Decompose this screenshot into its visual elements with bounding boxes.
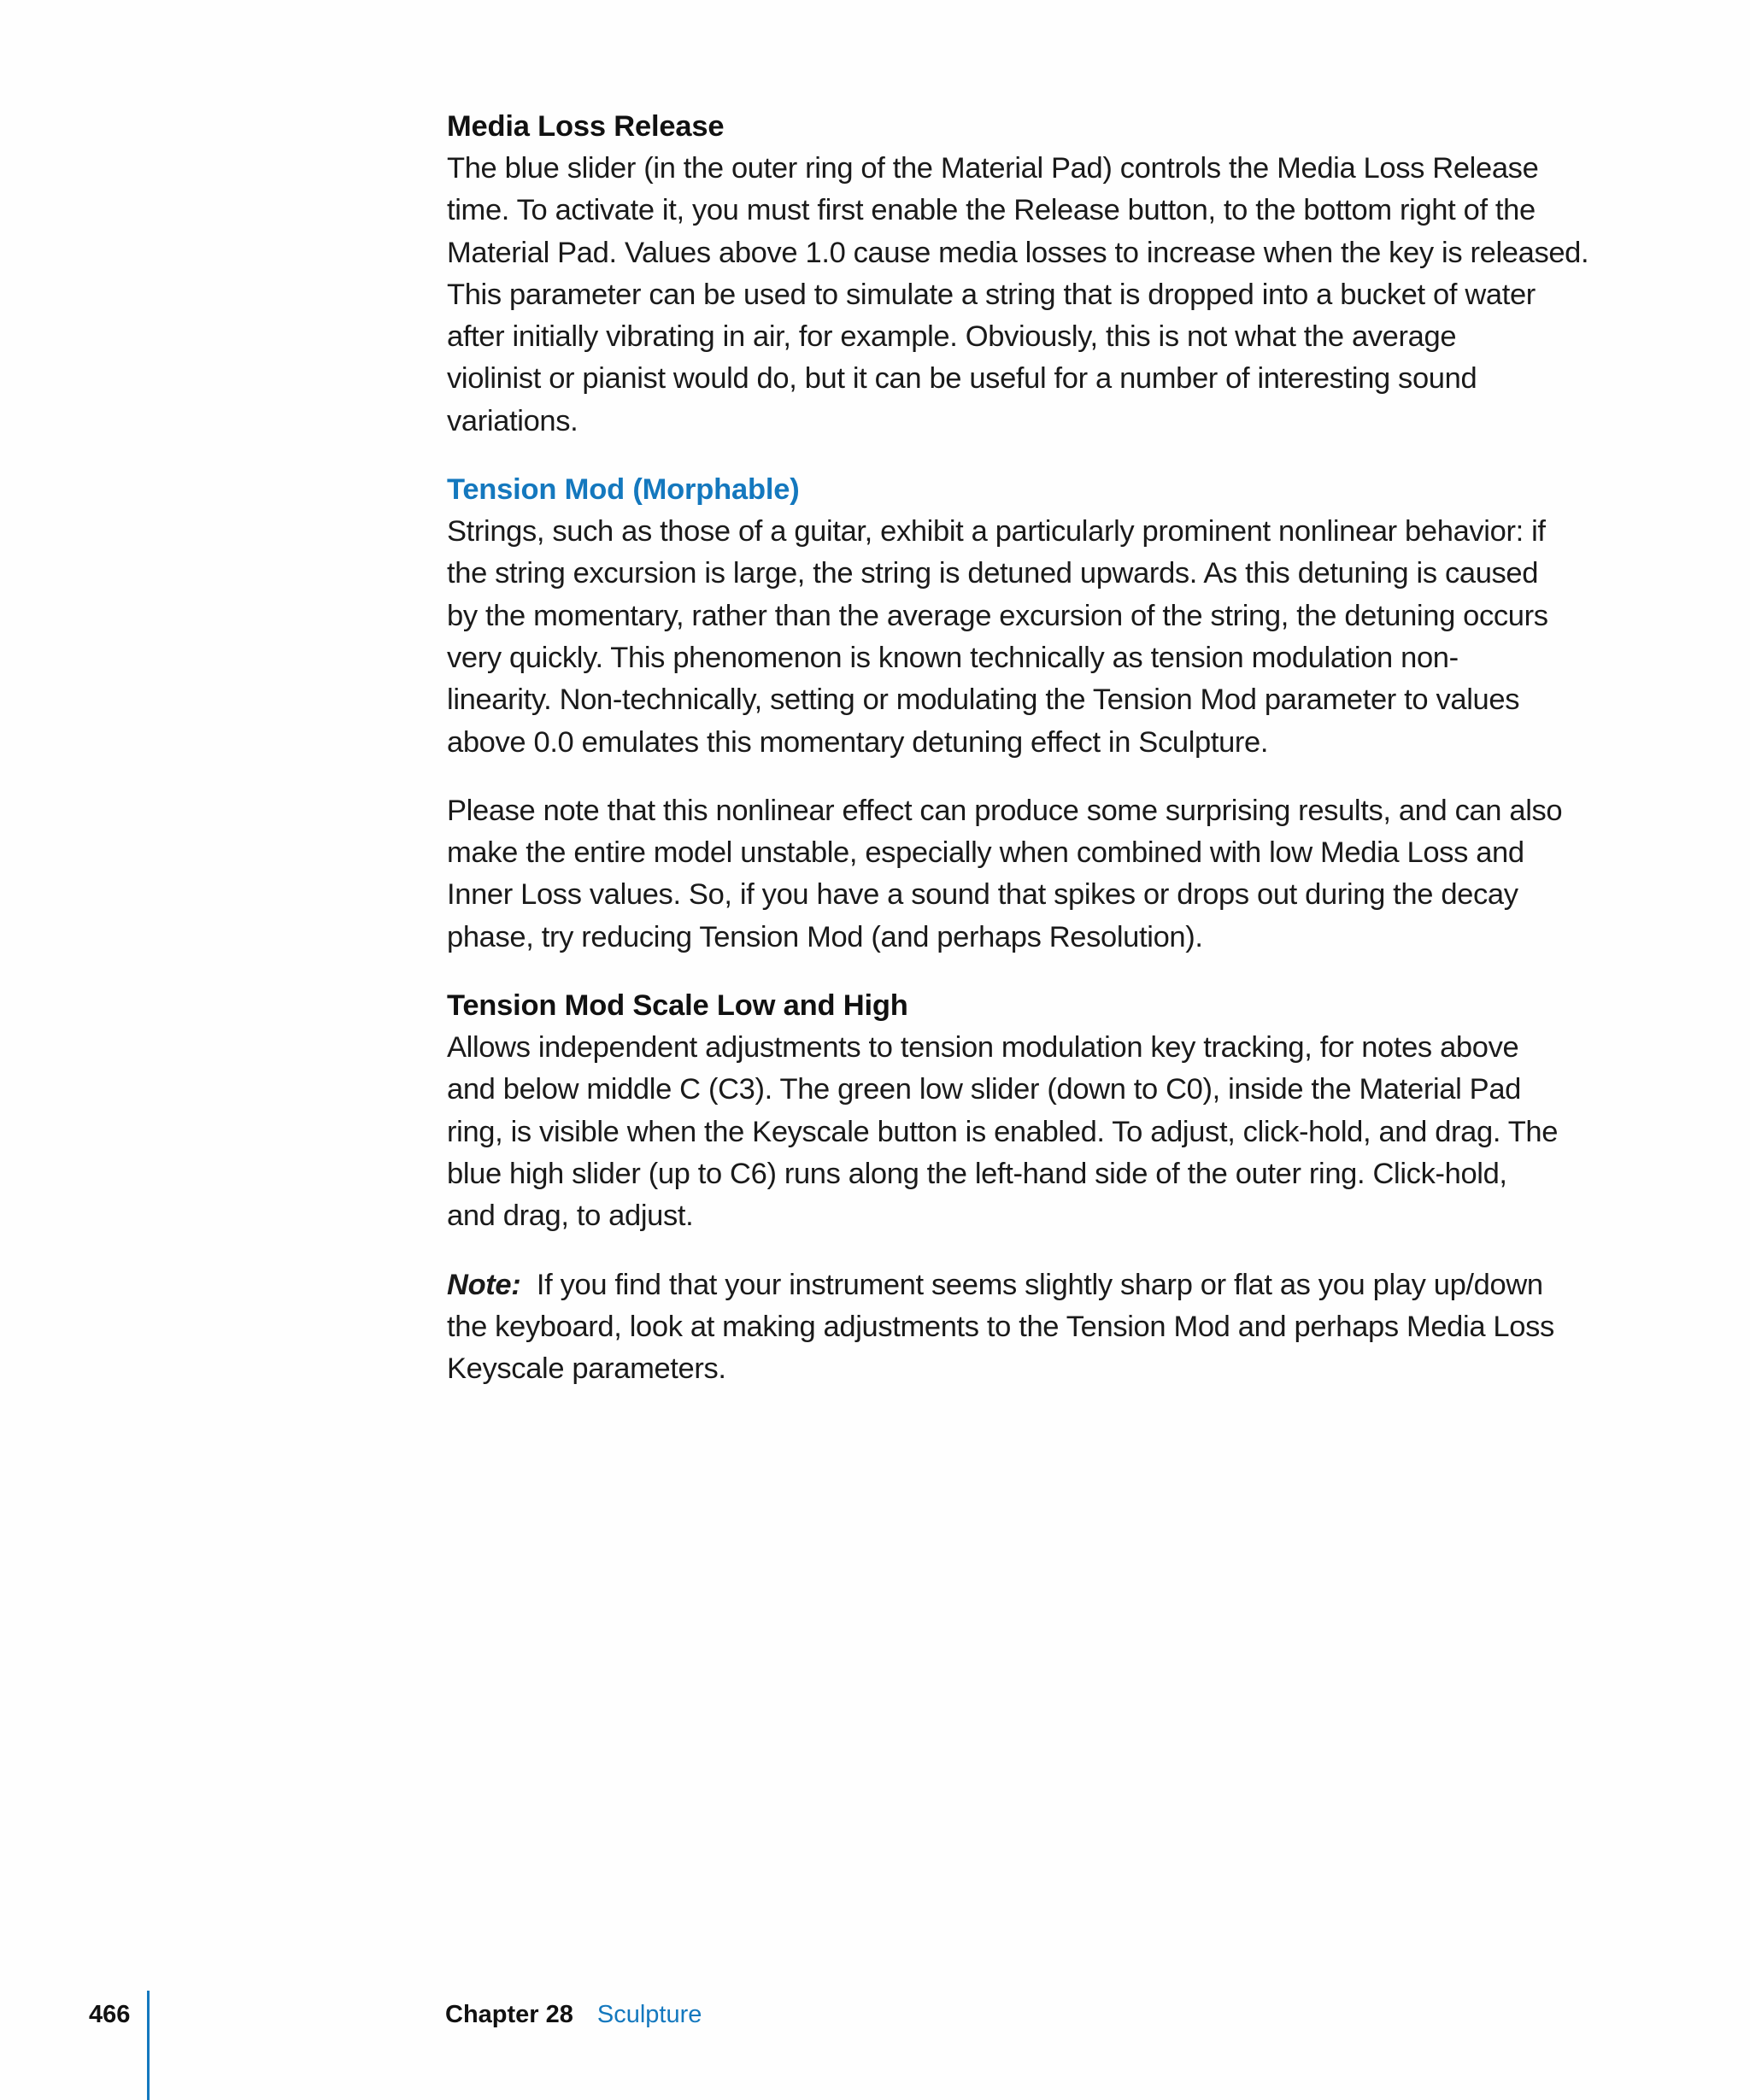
chapter-title-link[interactable]: Sculpture <box>596 2001 702 2028</box>
paragraph-line: Material Pad. Values above 1.0 cause media losses to increase when the key is released. <box>447 236 1589 269</box>
section-heading-media-loss-release: Media Loss Release <box>447 110 725 143</box>
paragraph-line: Strings, such as those of a guitar, exhibit a particularly prominent nonlinear behavior: if <box>447 515 1546 548</box>
paragraph <box>447 511 1609 764</box>
paragraph-line: very quickly. This phenomenon is known technically as tension modulation non- <box>447 641 1459 674</box>
paragraph-line: Inner Loss values. So, if you have a sound that spikes or drops out during the decay <box>447 878 1518 912</box>
paragraph-line: time. To activate it, you must first enable the Release button, to the bottom right of the <box>447 194 1536 227</box>
footer-chapter <box>445 1997 702 2032</box>
footer-divider <box>147 1991 150 2100</box>
paragraph <box>447 790 1609 959</box>
paragraph-line: This parameter can be used to simulate a string that is dropped into a bucket of water <box>447 278 1536 311</box>
paragraph-line: blue high slider (up to C6) runs along the left-hand side of the outer ring. Click-hold, <box>447 1157 1507 1190</box>
paragraph-line: ring, is visible when the Keyscale button is enabled. To adjust, click-hold, and drag. The <box>447 1115 1559 1148</box>
paragraph-line: The blue slider (in the outer ring of the Material Pad) controls the Media Loss Release <box>447 152 1539 185</box>
note-paragraph <box>447 1264 1609 1391</box>
paragraph-line: and below middle C (C3). The green low slider (down to C0), inside the Material Pad <box>447 1073 1522 1106</box>
paragraph-line: above 0.0 emulates this momentary detuning effect in Sculpture. <box>447 725 1269 759</box>
paragraph-line: variations. <box>447 404 578 437</box>
paragraph-line: linearity. Non-technically, setting or modulating the Tension Mod parameter to values <box>447 683 1520 717</box>
section-heading-tension-mod: Tension Mod (Morphable) <box>447 473 800 507</box>
paragraph-line: the string excursion is large, the string is detuned upwards. As this detuning is caused <box>447 557 1539 590</box>
page-content <box>447 106 1609 1417</box>
paragraph-line: violinist or pianist would do, but it can be useful for a number of interesting sound <box>447 362 1477 396</box>
paragraph <box>447 1027 1609 1237</box>
paragraph-line: Allows independent adjustments to tension modulation key tracking, for notes above <box>447 1031 1519 1065</box>
chapter-label: Chapter 28 <box>445 2001 573 2028</box>
section-heading-tension-mod-scale: Tension Mod Scale Low and High <box>447 989 908 1023</box>
paragraph <box>447 148 1609 443</box>
paragraph-line: Keyscale parameters. <box>447 1352 726 1386</box>
paragraph-line: and drag, to adjust. <box>447 1200 694 1233</box>
paragraph-line: the keyboard, look at making adjustments to the Tension Mod and perhaps Media Loss <box>447 1310 1554 1343</box>
page-number: 466 <box>89 2001 131 2028</box>
paragraph-line: phase, try reducing Tension Mod (and perhaps Resolution). <box>447 920 1203 953</box>
paragraph-line: after initially vibrating in air, for example. Obviously, this is not what the average <box>447 320 1457 354</box>
paragraph-line: by the momentary, rather than the average excursion of the string, the detuning occurs <box>447 599 1548 632</box>
paragraph-line: Please note that this nonlinear effect can produce some surprising results, and can also <box>447 794 1563 827</box>
paragraph-line <box>447 1264 1609 1306</box>
note-text: If you find that your instrument seems slightly sharp or flat as you play up/down <box>536 1268 1543 1301</box>
paragraph-line: make the entire model unstable, especially when combined with low Media Loss and <box>447 836 1524 870</box>
note-label: Note: <box>447 1268 521 1301</box>
